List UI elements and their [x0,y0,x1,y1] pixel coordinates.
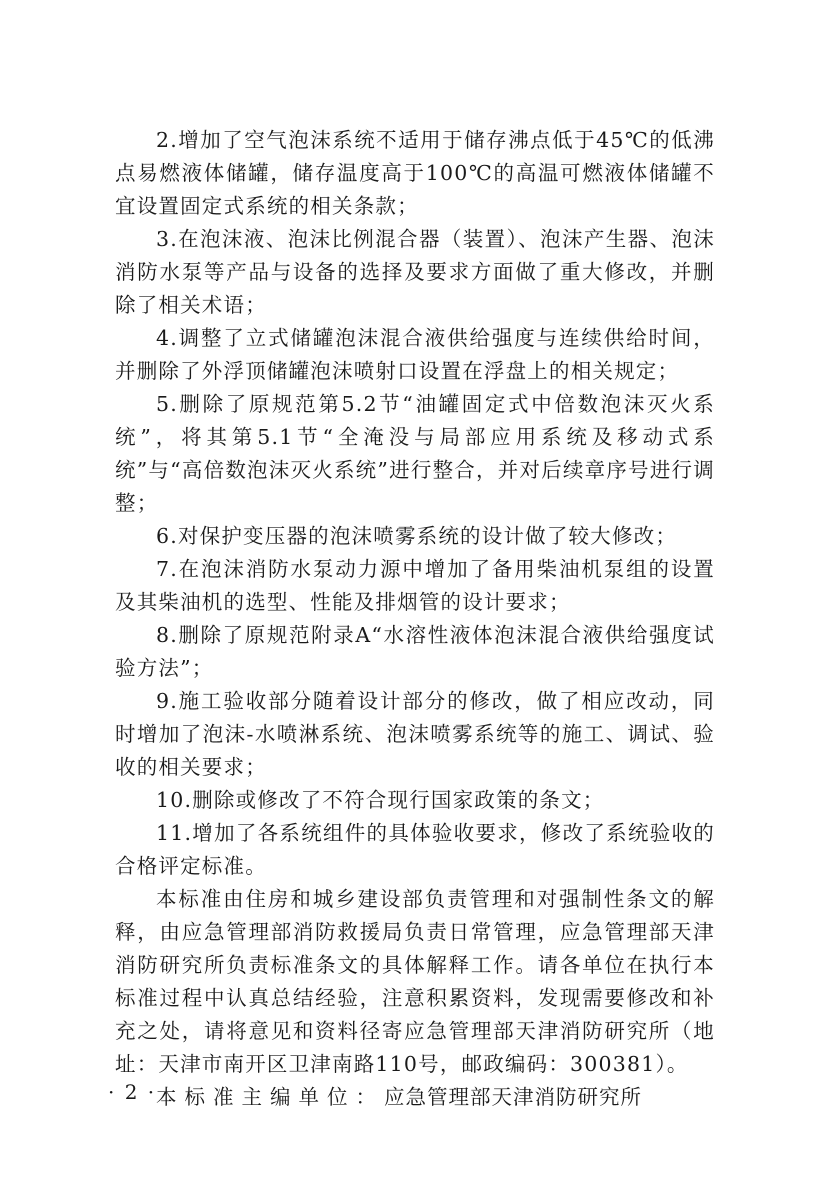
paragraph-item-6: 6.对保护变压器的泡沫喷雾系统的设计做了较大修改； [156,524,678,548]
editor-label: 本标准主编单位： [156,1085,384,1109]
paragraph-item-5: 5.删除了原规范第5.2节“油罐固定式中倍数泡沫灭火系统”，将其第5.1节“全淹没与局部应用系统及移动式系统”与“高倍数泡沫灭火系统”进行整合，并对后续章序号进行调整； [115,392,715,515]
paragraph-item-9: 9.施工验收部分随着设计部分的修改，做了相应改动，同时增加了泡沫-水喷淋系统、泡沫喷雾系统等的施工、调试、验收的相关要求； [115,689,715,779]
document-body [115,124,715,1114]
editor-line [115,1081,715,1114]
paragraph-item-7: 7.在泡沫消防水泵动力源中增加了备用柴油机泵组的设置及其柴油机的选型、性能及排烟管的设计要求； [115,557,715,614]
page-number: · 2 · [108,1080,157,1104]
editor-value: 应急管理部天津消防研究所 [384,1085,642,1109]
paragraph-management: 本标准由住房和城乡建设部负责管理和对强制性条文的解释，由应急管理部消防救援局负责日常管理，应急管理部天津消防研究所负责标准条文的具体解释工作。请各单位在执行本标准过程中认真总结经验，注意积累资料，发现需要修改和补充之处，请将意见和资料径寄应急管理部天津消防研究所（地址：天津市南开区卫津南路110号，邮政编码：300381）。 [115,887,715,1076]
paragraph-item-3: 3.在泡沫液、泡沫比例混合器（装置）、泡沫产生器、泡沫消防水泵等产品与设备的选择及要求方面做了重大修改，并删除了相关术语； [115,227,715,317]
paragraph-item-10: 10.删除或修改了不符合现行国家政策的条文； [156,788,605,812]
paragraph-item-4: 4.调整了立式储罐泡沫混合液供给强度与连续供给时间，并删除了外浮顶储罐泡沫喷射口设置在浮盘上的相关规定； [115,326,715,383]
paragraph-item-8: 8.删除了原规范附录A“水溶性液体泡沫混合液供给强度试验方法”； [115,623,715,680]
paragraph-item-11: 11.增加了各系统组件的具体验收要求，修改了系统验收的合格评定标准。 [115,821,715,878]
paragraph-item-2: 2.增加了空气泡沫系统不适用于储存沸点低于45℃的低沸点易燃液体储罐，储存温度高于100℃的高温可燃液体储罐不宜设置固定式系统的相关条款； [115,128,715,218]
